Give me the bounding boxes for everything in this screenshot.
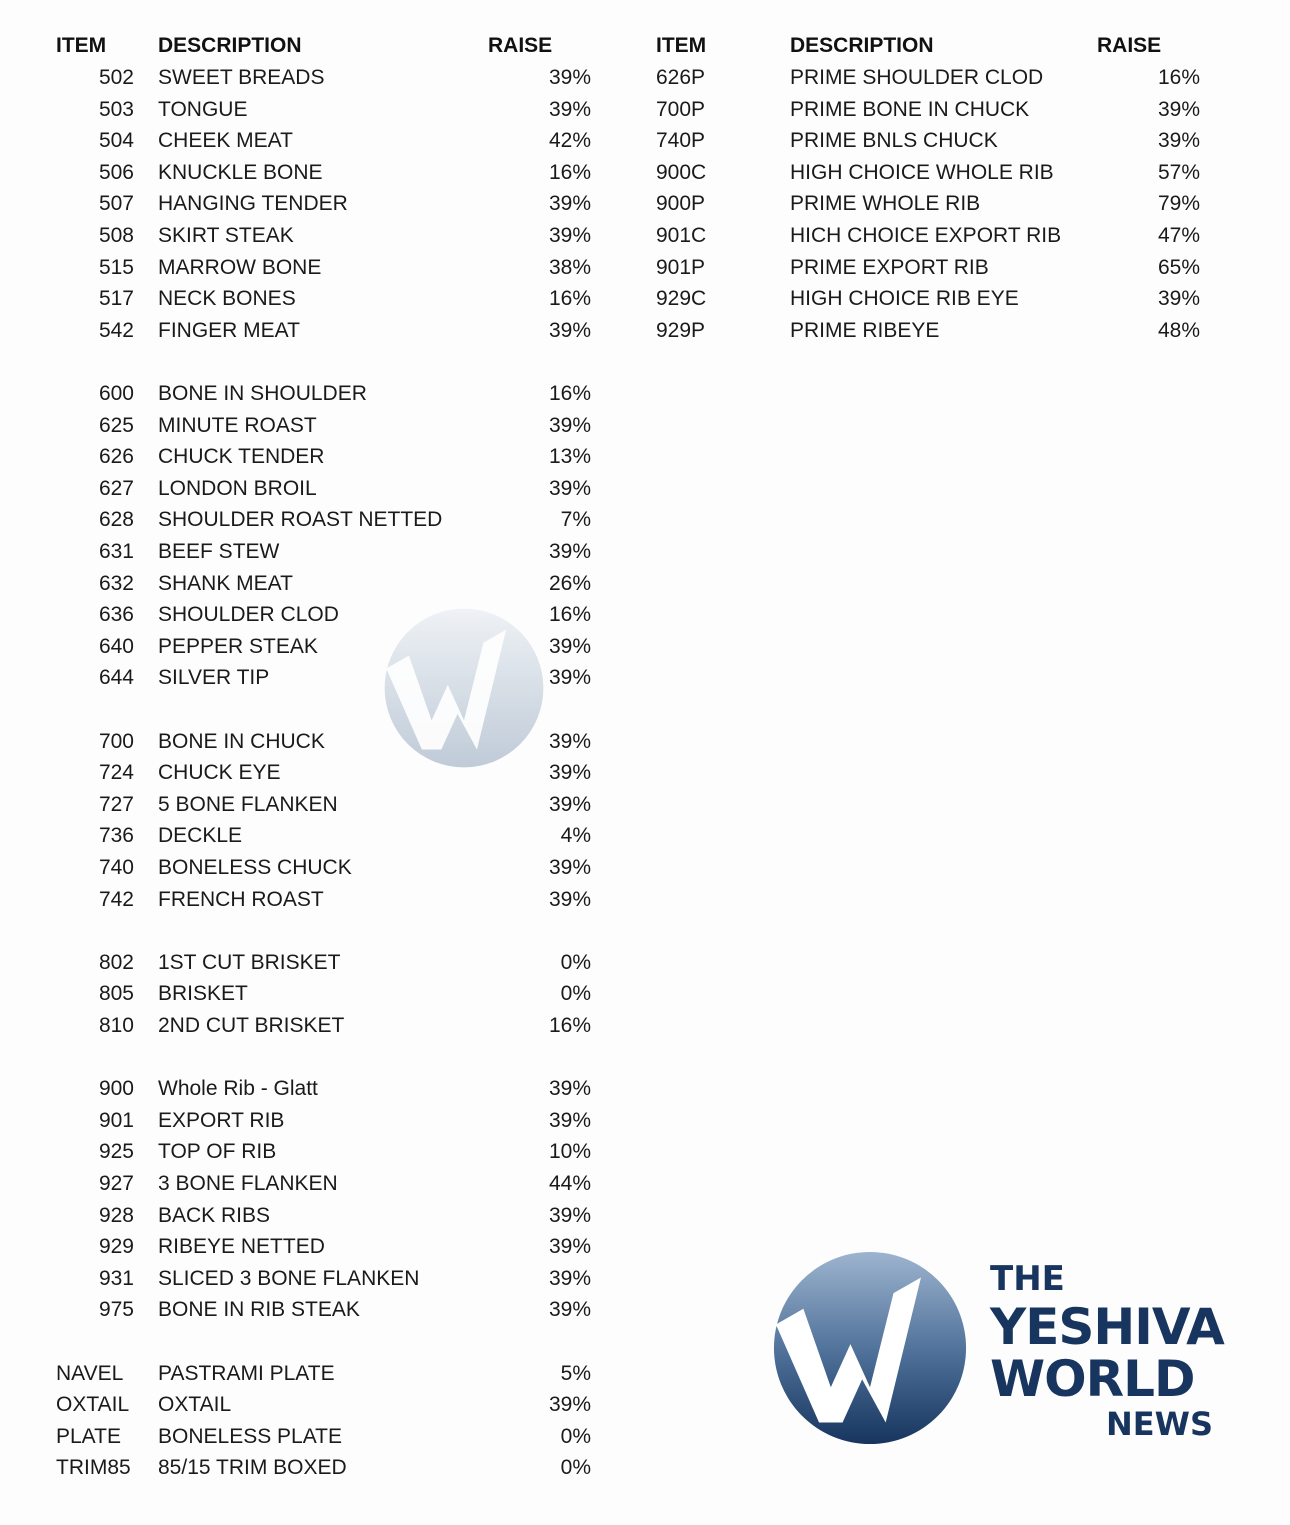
item-code: 507: [98, 192, 134, 216]
item-raise: 39%: [1157, 129, 1200, 153]
item-raise: 16%: [548, 382, 591, 405]
item-raise: 16%: [548, 160, 591, 184]
item-raise: 39%: [548, 413, 591, 437]
item-description: NECK BONES: [158, 287, 296, 311]
table-row: [0, 1389, 640, 1421]
item-raise: 39%: [548, 540, 591, 563]
table-row: [0, 157, 1290, 189]
item-description: SKIRT STEAK: [158, 224, 294, 247]
item-description: BONE IN CHUCK: [158, 729, 325, 753]
table-row: [0, 62, 1290, 94]
item-raise: 39%: [548, 856, 591, 879]
item-description: 5 BONE FLANKEN: [158, 792, 338, 816]
item-description: SHOULDER ROAST NETTED: [158, 508, 443, 532]
item-description: Whole Rib - Glatt: [158, 1077, 318, 1101]
item-description: 85/15 TRIM BOXED: [158, 1456, 347, 1480]
logo-globe-icon: [772, 1250, 968, 1446]
item-raise: 39%: [1157, 97, 1200, 121]
item-description: CHUCK EYE: [158, 761, 281, 785]
item-description: SHOULDER CLOD: [158, 603, 339, 627]
item-description: OXTAIL: [158, 1393, 232, 1417]
left-header-description: DESCRIPTION: [158, 34, 302, 57]
item-code: 900: [98, 1077, 134, 1101]
item-code: 929P: [656, 318, 706, 342]
item-code: 503: [98, 97, 134, 121]
table-row: [0, 884, 640, 916]
item-description: TOP OF RIB: [158, 1140, 277, 1164]
item-code: 628: [98, 508, 134, 532]
item-code: 504: [98, 129, 134, 153]
table-row: [0, 1010, 640, 1042]
item-raise: 39%: [548, 792, 591, 816]
yeshiva-world-news-logo: [772, 1250, 1232, 1445]
item-description: HIGH CHOICE RIB EYE: [790, 287, 1019, 311]
table-row: [0, 1263, 640, 1295]
table-row: [0, 504, 640, 536]
left-header-raise: RAISE: [488, 34, 553, 57]
item-description: PRIME SHOULDER CLOD: [790, 66, 1044, 89]
item-code: 506: [98, 160, 134, 184]
item-raise: 79%: [1157, 192, 1200, 216]
table-row: [0, 820, 640, 852]
item-raise: 16%: [548, 603, 591, 627]
item-code: 700: [98, 729, 134, 753]
item-code: 542: [98, 318, 134, 342]
item-code: OXTAIL: [56, 1393, 130, 1417]
item-raise: 42%: [548, 129, 591, 153]
item-raise: 39%: [548, 1203, 591, 1227]
item-raise: 16%: [1157, 66, 1200, 89]
item-raise: 47%: [1157, 224, 1200, 247]
table-row: [0, 1073, 640, 1105]
item-description: SLICED 3 BONE FLANKEN: [158, 1266, 420, 1290]
item-raise: 39%: [548, 192, 591, 216]
item-description: 3 BONE FLANKEN: [158, 1172, 338, 1195]
table-row: [0, 568, 640, 600]
item-code: 929C: [656, 287, 707, 311]
table-row: [0, 947, 640, 979]
item-raise: 39%: [548, 761, 591, 785]
item-raise: 39%: [548, 1393, 591, 1417]
table-row: [0, 1421, 640, 1453]
table-row: [0, 188, 1290, 220]
table-row: [0, 220, 1290, 252]
item-code: 929: [98, 1235, 134, 1259]
item-raise: 57%: [1157, 160, 1200, 184]
item-raise: 48%: [1157, 318, 1200, 342]
item-description: BONELESS CHUCK: [158, 856, 352, 879]
item-code: PLATE: [56, 1424, 121, 1448]
item-raise: 10%: [548, 1140, 591, 1164]
item-code: 740: [98, 856, 134, 879]
item-description: CHUCK TENDER: [158, 445, 325, 469]
item-raise: 39%: [548, 476, 591, 500]
table-row: [0, 1452, 640, 1484]
table-row: [0, 536, 640, 568]
logo-the: THE: [990, 1259, 1065, 1299]
item-code: 502: [98, 66, 134, 89]
item-code: 724: [98, 761, 134, 785]
item-raise: 39%: [548, 1298, 591, 1322]
item-code: 727: [98, 792, 134, 816]
item-raise: 26%: [548, 571, 591, 595]
item-raise: 39%: [548, 729, 591, 753]
item-description: MARROW BONE: [158, 255, 322, 279]
table-row: [0, 473, 640, 505]
item-code: 736: [98, 824, 134, 848]
item-code: 508: [98, 224, 134, 247]
item-raise: 39%: [548, 1266, 591, 1290]
item-raise: 39%: [548, 318, 591, 342]
item-code: 640: [98, 634, 134, 658]
table-row: [0, 852, 640, 884]
item-description: BONE IN SHOULDER: [158, 382, 367, 405]
item-description: PRIME RIBEYE: [790, 318, 940, 342]
item-raise: 39%: [548, 97, 591, 121]
table-row: [0, 441, 640, 473]
item-raise: 7%: [560, 508, 591, 532]
item-raise: 5%: [560, 1361, 591, 1385]
item-code: 700P: [656, 97, 706, 121]
item-description: PRIME BONE IN CHUCK: [790, 97, 1030, 121]
item-code: 900C: [656, 160, 707, 184]
right-header-item: ITEM: [656, 34, 707, 57]
right-header-description: DESCRIPTION: [790, 34, 934, 57]
right-table: [0, 0, 1290, 400]
item-code: 631: [98, 540, 134, 563]
item-code: 901C: [656, 224, 707, 247]
item-description: FINGER MEAT: [158, 318, 300, 342]
item-code: 625: [98, 413, 134, 437]
item-code: 515: [98, 255, 134, 279]
item-code: 928: [98, 1203, 134, 1227]
item-code: 517: [98, 287, 134, 311]
item-raise: 39%: [548, 887, 591, 911]
item-code: 740P: [656, 129, 706, 153]
item-code: 975: [98, 1298, 134, 1322]
item-raise: 39%: [548, 1235, 591, 1259]
item-description: RIBEYE NETTED: [158, 1235, 325, 1259]
item-raise: 39%: [548, 666, 591, 690]
item-code: TRIM85: [56, 1456, 131, 1480]
item-description: MINUTE ROAST: [158, 413, 317, 437]
item-description: PRIME EXPORT RIB: [790, 255, 989, 279]
item-description: BEEF STEW: [158, 540, 280, 563]
item-description: BACK RIBS: [158, 1203, 271, 1227]
table-row: [0, 1294, 640, 1326]
item-code: 600: [98, 382, 134, 405]
item-description: CHEEK MEAT: [158, 129, 293, 153]
item-code: 805: [98, 982, 134, 1006]
item-raise: 39%: [1157, 287, 1200, 311]
item-raise: 13%: [548, 445, 591, 469]
item-raise: 16%: [548, 1014, 591, 1037]
item-description: BONELESS PLATE: [158, 1424, 343, 1448]
item-raise: 0%: [560, 982, 591, 1006]
item-code: 626: [98, 445, 134, 469]
right-header-raise: RAISE: [1097, 34, 1162, 57]
item-code: NAVEL: [56, 1361, 124, 1385]
item-description: DECKLE: [158, 824, 243, 848]
item-description: HANGING TENDER: [158, 192, 348, 216]
item-description: BONE IN RIB STEAK: [158, 1298, 360, 1322]
item-code: 810: [98, 1014, 134, 1037]
left-header-item: ITEM: [56, 34, 107, 57]
table-row: [0, 315, 1290, 347]
table-row: [0, 410, 640, 442]
item-code: 901: [98, 1108, 134, 1132]
item-raise: 44%: [548, 1172, 591, 1195]
item-code: 742: [98, 887, 134, 911]
item-raise: 65%: [1157, 255, 1200, 279]
item-description: SHANK MEAT: [158, 571, 293, 595]
item-description: SILVER TIP: [158, 666, 270, 690]
logo-yeshiva: YESHIVA: [990, 1298, 1224, 1356]
item-raise: 4%: [560, 824, 591, 848]
item-description: PRIME WHOLE RIB: [790, 192, 981, 216]
table-row: [0, 1231, 640, 1263]
item-raise: 39%: [548, 224, 591, 247]
item-code: 900P: [656, 192, 706, 216]
item-code: 927: [98, 1172, 134, 1195]
logo-world: WORLD: [990, 1350, 1195, 1408]
item-raise: 39%: [548, 634, 591, 658]
table-row: [0, 1358, 640, 1390]
item-code: 925: [98, 1140, 134, 1164]
item-code: 636: [98, 603, 134, 627]
item-raise: 39%: [548, 1077, 591, 1101]
table-row: [0, 1105, 640, 1137]
item-raise: 38%: [548, 255, 591, 279]
item-description: PRIME BNLS CHUCK: [790, 129, 998, 153]
item-description: 1ST CUT BRISKET: [158, 950, 341, 974]
item-code: 901P: [656, 255, 706, 279]
item-description: HICH CHOICE EXPORT RIB: [790, 224, 1062, 247]
item-description: HIGH CHOICE WHOLE RIB: [790, 160, 1054, 184]
table-row: [0, 1200, 640, 1232]
item-description: PEPPER STEAK: [158, 634, 318, 658]
item-code: 632: [98, 571, 134, 595]
item-raise: 0%: [560, 1424, 591, 1448]
table-row: [0, 125, 1290, 157]
item-code: 627: [98, 476, 134, 500]
item-description: PASTRAMI PLATE: [158, 1361, 335, 1385]
item-description: FRENCH ROAST: [158, 887, 324, 911]
item-description: SWEET BREADS: [158, 66, 325, 89]
item-description: EXPORT RIB: [158, 1108, 285, 1132]
table-row: [0, 789, 640, 821]
item-raise: 16%: [548, 287, 591, 311]
item-code: 626P: [656, 66, 706, 89]
item-description: KNUCKLE BONE: [158, 160, 323, 184]
item-raise: 39%: [548, 66, 591, 89]
table-row: [0, 94, 1290, 126]
item-description: LONDON BROIL: [158, 476, 317, 500]
logo-news: NEWS: [1106, 1405, 1213, 1443]
table-row: [0, 978, 640, 1010]
table-row: [0, 283, 1290, 315]
item-description: TONGUE: [158, 97, 248, 121]
table-row: [0, 252, 1290, 284]
item-code: 644: [98, 666, 134, 690]
item-description: BRISKET: [158, 982, 248, 1006]
table-row: [0, 1168, 640, 1200]
item-raise: 0%: [560, 950, 591, 974]
item-code: 931: [98, 1266, 134, 1290]
item-raise: 39%: [548, 1108, 591, 1132]
table-row: [0, 1136, 640, 1168]
item-raise: 0%: [560, 1456, 591, 1480]
item-description: 2ND CUT BRISKET: [158, 1014, 345, 1037]
watermark-logo-icon: [383, 607, 545, 769]
item-code: 802: [98, 950, 134, 974]
